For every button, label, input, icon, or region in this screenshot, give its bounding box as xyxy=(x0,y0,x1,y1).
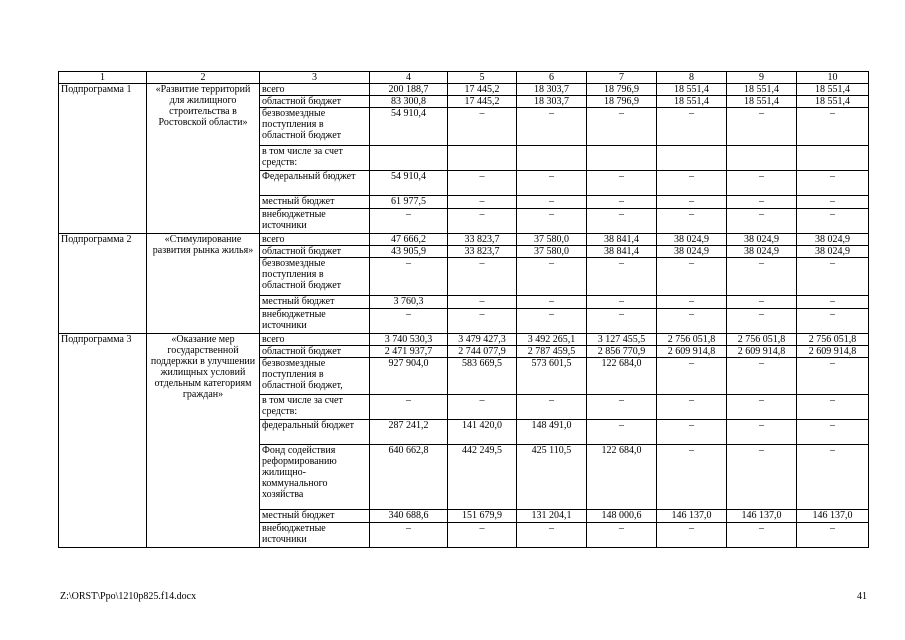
funding-source-label: местный бюджет xyxy=(260,296,370,309)
value-cell: 2 756 051,8 xyxy=(727,334,797,346)
value-cell: 2 744 077,9 xyxy=(448,346,517,358)
value-cell: – xyxy=(587,296,657,309)
value-cell xyxy=(587,146,657,171)
value-cell: 17 445,2 xyxy=(448,96,517,108)
value-cell: – xyxy=(587,309,657,334)
value-cell: – xyxy=(657,523,727,548)
value-cell: – xyxy=(587,209,657,234)
page-number: 41 xyxy=(857,591,867,602)
value-cell: 640 662,8 xyxy=(370,445,448,510)
value-cell: – xyxy=(727,209,797,234)
value-cell: 287 241,2 xyxy=(370,420,448,445)
value-cell: – xyxy=(657,420,727,445)
subprogram-title: «Стимулирование развития рынка жилья» xyxy=(147,234,260,334)
subprogram-name: Подпрограмма 3 xyxy=(59,334,147,548)
value-cell: – xyxy=(727,108,797,146)
value-cell: 47 666,2 xyxy=(370,234,448,246)
value-cell: – xyxy=(587,420,657,445)
value-cell: – xyxy=(448,171,517,196)
value-cell: – xyxy=(370,523,448,548)
funding-source-label: всего xyxy=(260,334,370,346)
subprogram-name: Подпрограмма 1 xyxy=(59,84,147,234)
value-cell: – xyxy=(797,395,869,420)
value-cell: 442 249,5 xyxy=(448,445,517,510)
value-cell: – xyxy=(370,309,448,334)
funding-source-label: внебюджетные источники xyxy=(260,309,370,334)
value-cell: 38 841,4 xyxy=(587,246,657,258)
value-cell: – xyxy=(797,196,869,209)
value-cell: 38 024,9 xyxy=(657,246,727,258)
value-cell: – xyxy=(448,209,517,234)
value-cell: 3 479 427,3 xyxy=(448,334,517,346)
funding-source-label: в том числе за счет средств: xyxy=(260,395,370,420)
value-cell: – xyxy=(517,395,587,420)
value-cell: 2 609 914,8 xyxy=(797,346,869,358)
value-cell: – xyxy=(797,523,869,548)
value-cell: 122 684,0 xyxy=(587,358,657,395)
header-cell: 4 xyxy=(370,72,448,84)
value-cell: – xyxy=(448,108,517,146)
value-cell: 18 796,9 xyxy=(587,96,657,108)
value-cell: 146 137,0 xyxy=(657,510,727,523)
table-row xyxy=(59,234,869,246)
value-cell: – xyxy=(370,209,448,234)
value-cell: – xyxy=(517,258,587,296)
value-cell: 425 110,5 xyxy=(517,445,587,510)
subprogram-title: «Развитие территорий для жилищного строительства в Ростовской области» xyxy=(147,84,260,234)
value-cell: 54 910,4 xyxy=(370,108,448,146)
funding-source-label: безвозмездные поступления в областной бюджет xyxy=(260,108,370,146)
value-cell: – xyxy=(587,108,657,146)
value-cell: – xyxy=(517,309,587,334)
value-cell: 3 127 455,5 xyxy=(587,334,657,346)
value-cell: 141 420,0 xyxy=(448,420,517,445)
funding-source-label: областной бюджет xyxy=(260,96,370,108)
value-cell: 38 024,9 xyxy=(657,234,727,246)
value-cell: 38 024,9 xyxy=(797,246,869,258)
funding-source-label: Фонд содействия реформированию жилищно-коммунального хозяйства xyxy=(260,445,370,510)
header-cell: 9 xyxy=(727,72,797,84)
value-cell: – xyxy=(448,258,517,296)
value-cell xyxy=(370,146,448,171)
funding-source-label: всего xyxy=(260,234,370,246)
value-cell xyxy=(517,146,587,171)
value-cell: – xyxy=(370,258,448,296)
value-cell: – xyxy=(517,209,587,234)
value-cell: – xyxy=(797,296,869,309)
value-cell: – xyxy=(727,358,797,395)
value-cell: 2 856 770,9 xyxy=(587,346,657,358)
value-cell: – xyxy=(797,420,869,445)
value-cell: – xyxy=(727,258,797,296)
value-cell: – xyxy=(797,108,869,146)
value-cell: 148 491,0 xyxy=(517,420,587,445)
value-cell: – xyxy=(797,309,869,334)
value-cell: – xyxy=(517,196,587,209)
value-cell: 3 492 265,1 xyxy=(517,334,587,346)
value-cell: 38 024,9 xyxy=(727,246,797,258)
value-cell: 148 000,6 xyxy=(587,510,657,523)
value-cell: 2 471 937,7 xyxy=(370,346,448,358)
value-cell: 2 756 051,8 xyxy=(797,334,869,346)
value-cell: – xyxy=(797,445,869,510)
value-cell: – xyxy=(657,108,727,146)
value-cell: – xyxy=(448,309,517,334)
value-cell: 37 580,0 xyxy=(517,234,587,246)
header-cell: 7 xyxy=(587,72,657,84)
funding-source-label: всего xyxy=(260,84,370,96)
subprogram-title: «Оказание мер государственной поддержки в улучшении жилищных условий отдельным категориям граждан» xyxy=(147,334,260,548)
value-cell: – xyxy=(517,171,587,196)
value-cell: – xyxy=(727,523,797,548)
value-cell xyxy=(448,146,517,171)
header-cell: 1 xyxy=(59,72,147,84)
value-cell: – xyxy=(587,523,657,548)
value-cell: 37 580,0 xyxy=(517,246,587,258)
value-cell: 38 024,9 xyxy=(727,234,797,246)
value-cell: – xyxy=(727,196,797,209)
value-cell: – xyxy=(797,171,869,196)
value-cell: – xyxy=(657,171,727,196)
value-cell: – xyxy=(517,108,587,146)
value-cell: – xyxy=(797,358,869,395)
value-cell: 927 904,0 xyxy=(370,358,448,395)
value-cell: 200 188,7 xyxy=(370,84,448,96)
header-cell: 2 xyxy=(147,72,260,84)
funding-source-label: областной бюджет xyxy=(260,346,370,358)
table-body xyxy=(59,84,869,548)
value-cell: 18 303,7 xyxy=(517,84,587,96)
value-cell: – xyxy=(587,196,657,209)
value-cell: – xyxy=(657,358,727,395)
value-cell: 3 740 530,3 xyxy=(370,334,448,346)
value-cell: 43 905,9 xyxy=(370,246,448,258)
header-cell: 6 xyxy=(517,72,587,84)
value-cell: – xyxy=(657,209,727,234)
funding-source-label: безвозмездные поступления в областной бюджет, xyxy=(260,358,370,395)
value-cell: – xyxy=(517,523,587,548)
value-cell: 18 796,9 xyxy=(587,84,657,96)
header-cell: 10 xyxy=(797,72,869,84)
value-cell xyxy=(727,146,797,171)
value-cell: – xyxy=(448,395,517,420)
value-cell: 583 669,5 xyxy=(448,358,517,395)
header-cell: 5 xyxy=(448,72,517,84)
value-cell: 2 609 914,8 xyxy=(727,346,797,358)
value-cell: 18 551,4 xyxy=(797,96,869,108)
value-cell: 38 024,9 xyxy=(797,234,869,246)
value-cell: 146 137,0 xyxy=(727,510,797,523)
value-cell: 18 551,4 xyxy=(797,84,869,96)
value-cell xyxy=(797,146,869,171)
table-row xyxy=(59,334,869,346)
budget-table xyxy=(58,71,869,548)
value-cell: 3 760,3 xyxy=(370,296,448,309)
value-cell: – xyxy=(448,196,517,209)
value-cell: – xyxy=(727,171,797,196)
value-cell: – xyxy=(727,420,797,445)
value-cell: 33 823,7 xyxy=(448,234,517,246)
value-cell: – xyxy=(727,395,797,420)
funding-source-label: в том числе за счет средств: xyxy=(260,146,370,171)
value-cell: – xyxy=(657,309,727,334)
value-cell: 18 551,4 xyxy=(657,96,727,108)
value-cell: 38 841,4 xyxy=(587,234,657,246)
value-cell: 131 204,1 xyxy=(517,510,587,523)
value-cell: – xyxy=(797,209,869,234)
value-cell: – xyxy=(587,171,657,196)
funding-source-label: внебюджетные источники xyxy=(260,523,370,548)
funding-source-label: местный бюджет xyxy=(260,196,370,209)
value-cell: – xyxy=(448,523,517,548)
header-cell: 3 xyxy=(260,72,370,84)
value-cell: 573 601,5 xyxy=(517,358,587,395)
value-cell: 83 300,8 xyxy=(370,96,448,108)
funding-source-label: безвозмездные поступления в областной бюджет xyxy=(260,258,370,296)
subprogram-name: Подпрограмма 2 xyxy=(59,234,147,334)
value-cell: – xyxy=(727,296,797,309)
funding-source-label: областной бюджет xyxy=(260,246,370,258)
value-cell: – xyxy=(448,296,517,309)
table-row xyxy=(59,84,869,96)
value-cell: 340 688,6 xyxy=(370,510,448,523)
funding-source-label: федеральный бюджет xyxy=(260,420,370,445)
value-cell: – xyxy=(657,296,727,309)
value-cell: – xyxy=(370,395,448,420)
value-cell: 17 445,2 xyxy=(448,84,517,96)
value-cell: 146 137,0 xyxy=(797,510,869,523)
value-cell: – xyxy=(657,196,727,209)
value-cell: 2 609 914,8 xyxy=(657,346,727,358)
value-cell: 122 684,0 xyxy=(587,445,657,510)
funding-source-label: местный бюджет xyxy=(260,510,370,523)
value-cell: 33 823,7 xyxy=(448,246,517,258)
funding-source-label: Федеральный бюджет xyxy=(260,171,370,196)
value-cell: 2 787 459,5 xyxy=(517,346,587,358)
value-cell: 61 977,5 xyxy=(370,196,448,209)
value-cell: – xyxy=(727,309,797,334)
header-cell: 8 xyxy=(657,72,727,84)
header-row xyxy=(59,72,869,84)
file-path: Z:\ORST\Ppo\1210p825.f14.docx xyxy=(60,591,197,602)
value-cell: 2 756 051,8 xyxy=(657,334,727,346)
value-cell: – xyxy=(517,296,587,309)
value-cell: 151 679,9 xyxy=(448,510,517,523)
value-cell: 18 551,4 xyxy=(727,96,797,108)
value-cell: – xyxy=(657,258,727,296)
value-cell xyxy=(657,146,727,171)
value-cell: – xyxy=(587,395,657,420)
value-cell: – xyxy=(657,395,727,420)
value-cell: 54 910,4 xyxy=(370,171,448,196)
value-cell: – xyxy=(727,445,797,510)
value-cell: – xyxy=(797,258,869,296)
funding-source-label: внебюджетные источники xyxy=(260,209,370,234)
value-cell: 18 303,7 xyxy=(517,96,587,108)
value-cell: 18 551,4 xyxy=(727,84,797,96)
value-cell: 18 551,4 xyxy=(657,84,727,96)
value-cell: – xyxy=(657,445,727,510)
value-cell: – xyxy=(587,258,657,296)
